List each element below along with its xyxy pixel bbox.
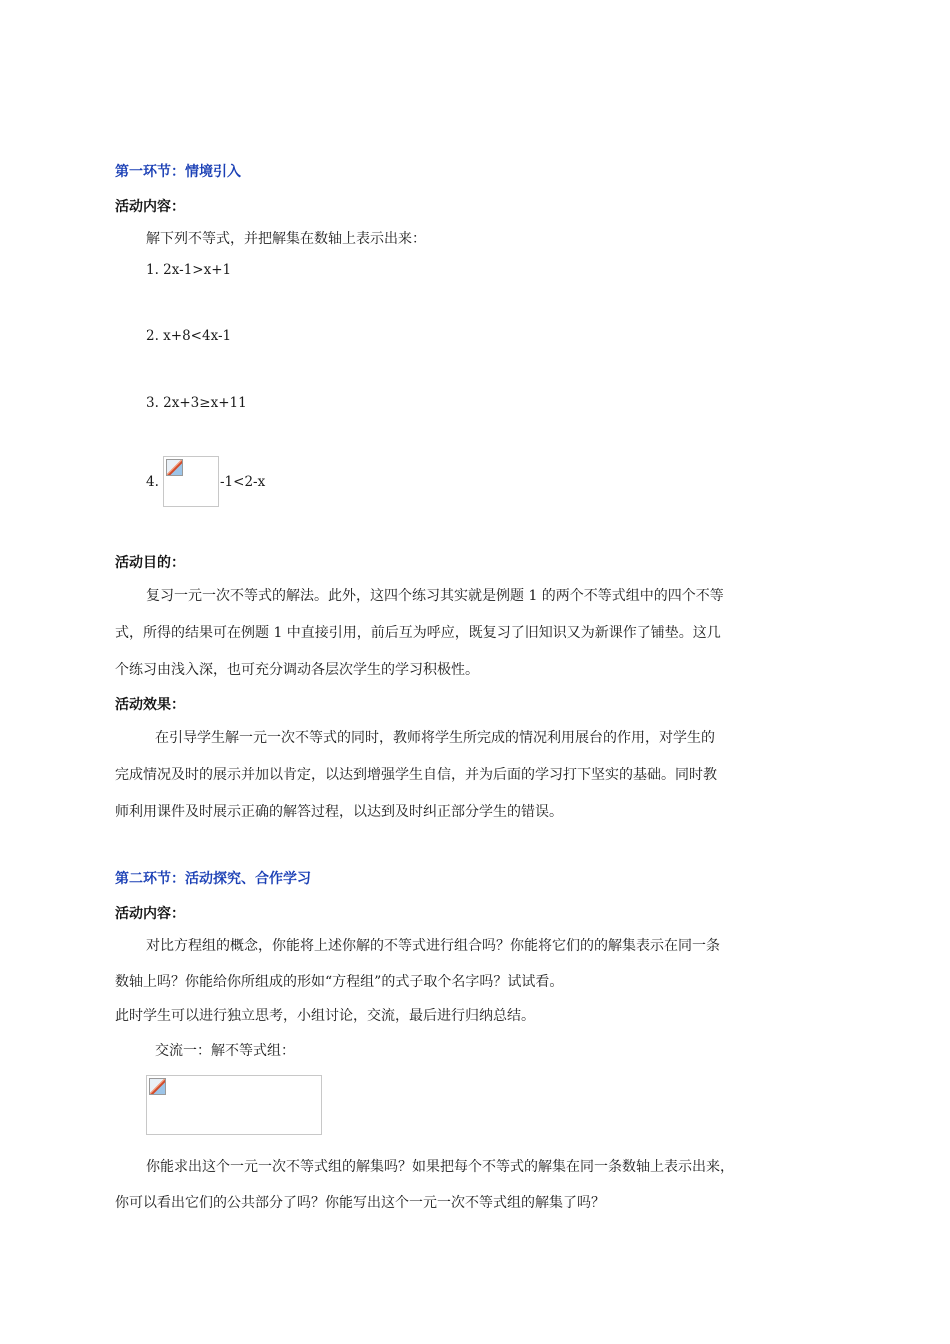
exercise-item-2: 2. x+8<4x-1 (146, 328, 232, 344)
para1-line-1: 对比方程组的概念，你能将上述你解的不等式进行组合吗？你能将它们的的解集表示在同一条 (146, 938, 720, 954)
intro-text: 解下列不等式，并把解集在数轴上表示出来： (146, 231, 426, 247)
inequality-system-image-placeholder (146, 1075, 322, 1135)
activity-content-label: 活动内容： (115, 199, 185, 215)
para3-line-1: 你能求出这个一元一次不等式组的解集吗？如果把每个不等式的解集在同一条数轴上表示出来， (146, 1159, 734, 1175)
goal-line-1: 复习一元一次不等式的解法。此外，这四个练习其实就是例题 1 的两个不等式组中的四个不等 (146, 588, 724, 604)
activity-content-label-2: 活动内容： (115, 906, 185, 922)
broken-image-icon (166, 459, 183, 476)
effect-line-2: 完成情况及时的展示并加以肯定，以达到增强学生自信，并为后面的学习打下坚实的基础。同时教 (115, 767, 717, 783)
para3-line-2: 你可以看出它们的公共部分了吗？你能写出这个一元一次不等式组的解集了吗？ (115, 1195, 605, 1211)
exercise-item-1: 1. 2x-1>x+1 (146, 262, 232, 278)
activity-goal-label: 活动目的： (115, 555, 185, 571)
activity-effect-label: 活动效果： (115, 697, 185, 713)
para2-text: 此时学生可以进行独立思考，小组讨论，交流，最后进行归纳总结。 (115, 1008, 535, 1024)
para1-line-2: 数轴上吗？你能给你所组成的形如“方程组”的式子取个名字吗？试试看。 (115, 974, 564, 990)
exercise-item-3: 3. 2x+3≥x+11 (146, 395, 247, 411)
goal-line-2: 式，所得的结果可在例题 1 中直接引用，前后互为呼应，既复习了旧知识又为新课作了铺垫。这几 (115, 625, 721, 641)
exercise-item-4-number: 4. (146, 474, 159, 490)
exercise-item-4-text: -1<2-x (220, 474, 266, 490)
section-title-1: 第一环节：情境引入 (115, 164, 241, 180)
broken-image-icon (149, 1078, 166, 1095)
goal-line-3: 个练习由浅入深，也可充分调动各层次学生的学习积极性。 (115, 662, 479, 678)
effect-line-1: 在引导学生解一元一次不等式的同时，教师将学生所完成的情况利用展台的作用，对学生的 (155, 730, 715, 746)
formula-image-placeholder (163, 456, 219, 507)
section-title-2: 第二环节：活动探究、合作学习 (115, 871, 311, 887)
effect-line-3: 师利用课件及时展示正确的解答过程，以达到及时纠正部分学生的错误。 (115, 804, 563, 820)
exchange1-text: 交流一：解不等式组： (155, 1043, 295, 1059)
